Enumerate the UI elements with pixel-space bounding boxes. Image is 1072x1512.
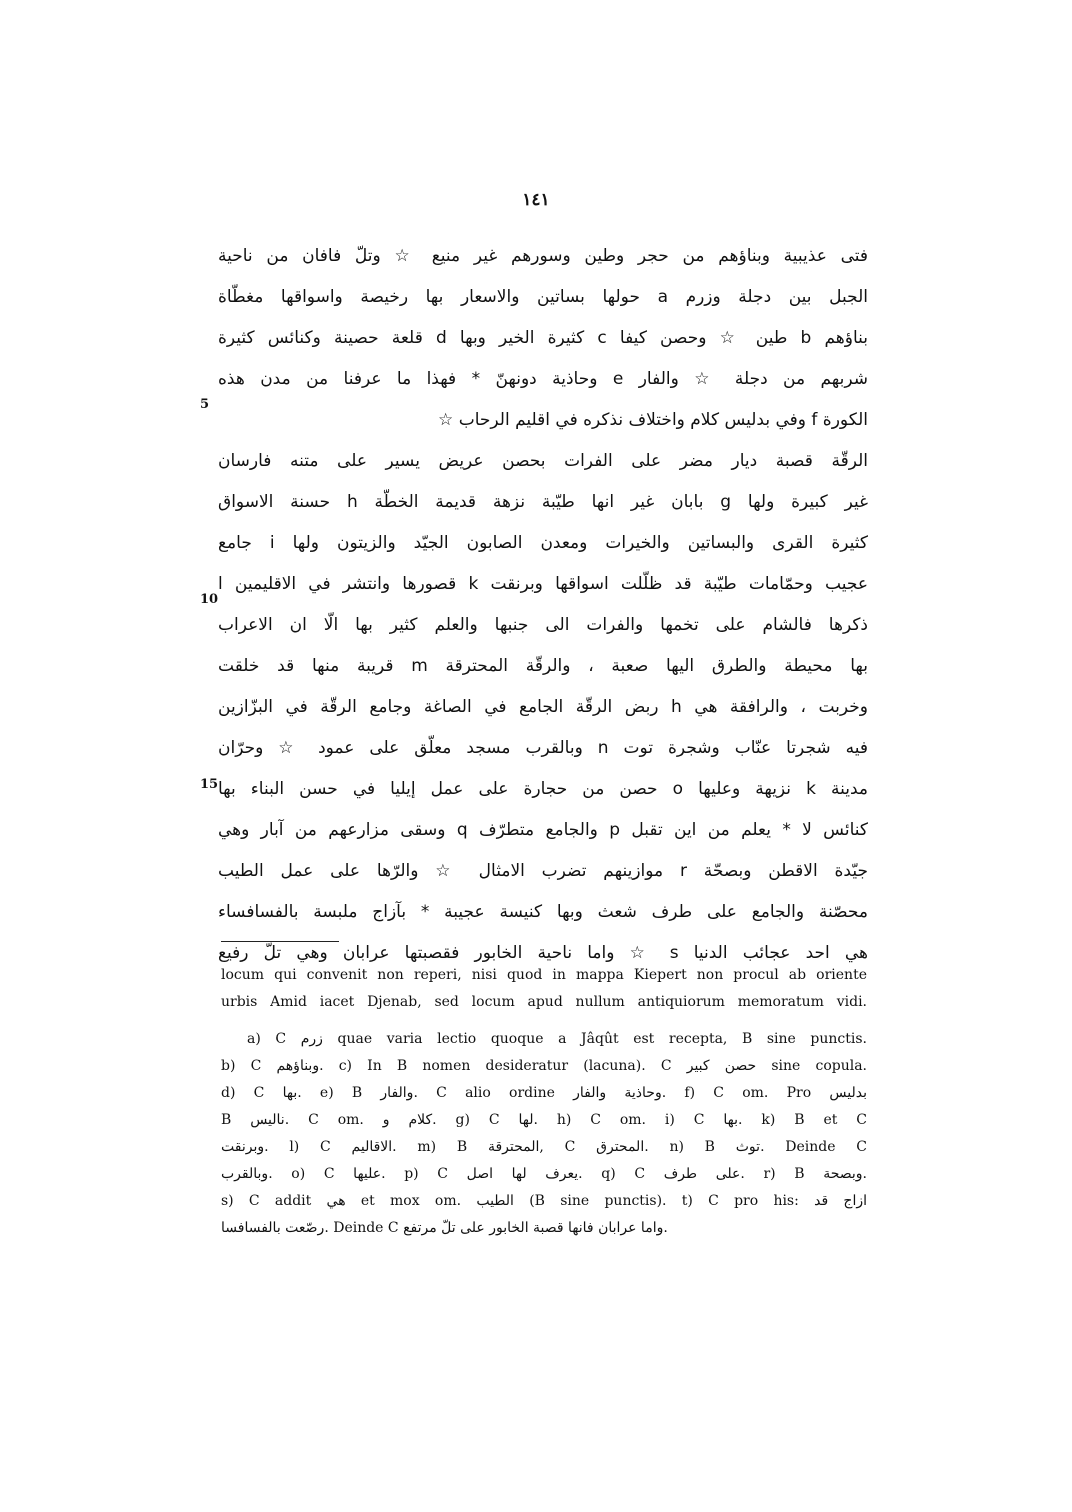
text-line: عجيب وحمّامات طيّبة قد ظلّلت اسواقها وبرنقت k قصورها وانتشر في الاقليمين l bbox=[218, 574, 868, 594]
text-line: فتى عذيبية وبناؤهم من حجر وطين وسورهم غير منيع ☆ وتلّ فافان من ناحية bbox=[218, 246, 868, 266]
text-line: وخربت ، والرافقة هي h ربض الرقّة الجامع في الصاغة وجامع الرقّة في البزّازين bbox=[218, 697, 868, 717]
footnote-line: locum qui convenit non reperi, nisi quod in mappa Kiepert non procul ab oriente bbox=[221, 967, 867, 983]
text-line: كثيرة القرى والبساتين والخيرات ومعدن الصابون الجيّد والزيتون ولها i جامع bbox=[218, 533, 868, 553]
footnote-separator bbox=[221, 941, 339, 942]
footnotes bbox=[221, 962, 867, 1242]
line-number-15: 15 bbox=[200, 777, 219, 792]
footnote-line: a) C زرم quae varia lectio quoque a Jâqût est recepta, B sine punctis. bbox=[247, 1031, 867, 1047]
footnote-line: d) C بها. e) B والفار. C alio ordine وحاذية والفار. f) C om. Pro بدليس bbox=[221, 1085, 867, 1101]
text-line: كنائس لا * يعلم من اين تقبل p والجامع متطرّف q وسقى مزارعهم من آبار وهي bbox=[218, 820, 868, 840]
footnote-line: وبرنقت. l) C الاقاليم. m) B المحترقة, C المحترق. n) B توث. Deinde C bbox=[221, 1139, 867, 1155]
text-line: بها محيطة والطرق اليها صعبة ، والرقّة المحترقة m قريبة منها قد خلقت bbox=[218, 656, 868, 676]
text-line: شربهم من دجلة ☆ والفار e وحاذية دونهنّ * فهذا ما عرفنا من مدن هذه bbox=[218, 369, 868, 389]
footnote-line: B ناليس. C om. كلام و. g) C لها. h) C om. i) C بها. k) B et C bbox=[221, 1112, 867, 1128]
text-line: هي احد عجائب الدنيا s ☆ واما ناحية الخابور فقصبتها عرابان وهي تلّ رفيع bbox=[218, 943, 868, 963]
footnote-line: urbis Amid iacet Djenab, sed locum apud nullum antiquiorum memoratum vidi. bbox=[221, 994, 867, 1010]
text-line: الكورة f وفي بدليس كلام واختلاف نذكره في اقليم الرحاب ☆ bbox=[438, 410, 868, 430]
text-line: الجبل بين دجلة وزرم a حولها بساتين والاسعار بها رخيصة واسواقها مغطّاة bbox=[218, 287, 868, 307]
text-line: جيّدة الاقطن وبصحّة r موازينهم تضرب الامثال ☆ والرّها على عمل الطيب bbox=[218, 861, 868, 881]
text-line: مدينة k نزيهة وعليها o حصن من حجارة على عمل إيليا في حسن البناء بها bbox=[218, 779, 868, 799]
text-line: غير كبيرة ولها g بابان غير انها طيّبة نزهة قديمة الخطّة h حسنة الاسواق bbox=[218, 492, 868, 512]
text-line: محصّنة والجامع على طرف شعث وبها كنيسة عجيبة * بآزاج ملبسة بالفسافساء bbox=[218, 902, 868, 922]
footnote-line: b) C وبناؤهم. c) In B nomen desideratur (lacuna). C حصن كبير sine copula. bbox=[221, 1058, 867, 1074]
text-line: الرقّة قصبة ديار مضر على الفرات بحصن عريض يسير على متنه فارسان bbox=[218, 451, 868, 471]
line-number-10: 10 bbox=[200, 592, 219, 607]
arabic-main-text bbox=[218, 236, 868, 974]
footnote-line: s) C addit هي et mox om. الطيب (B sine punctis). t) C pro his: ازاج قد bbox=[221, 1193, 867, 1209]
footnote-line: رصّعت بالفسافسا. Deinde C واما عرابان فانها قصبة الخابور على تلّ مرتفع. bbox=[221, 1220, 668, 1236]
footnote-line: وبالقرب. o) C عليها. p) C يعرف لها اصل. q) C على طرف. r) B وبصحة. bbox=[221, 1166, 867, 1182]
text-line: فيه شجرتا عنّاب وشجرة توت n وبالقرب مسجد معلّق على عمود ☆ وحرّان bbox=[218, 738, 868, 758]
page-number: ١٤١ bbox=[522, 190, 550, 210]
line-number-5: 5 bbox=[200, 397, 210, 412]
text-line: بناؤهم b طين ☆ وحصن كيفا c كثيرة الخير وبها d قلعة حصينة وكنائس كثيرة bbox=[218, 328, 868, 348]
text-line: ذكرها فالشام على تخمها والفرات الى جنبها والعلم كثير بها الّا ان الاعراب bbox=[218, 615, 868, 635]
